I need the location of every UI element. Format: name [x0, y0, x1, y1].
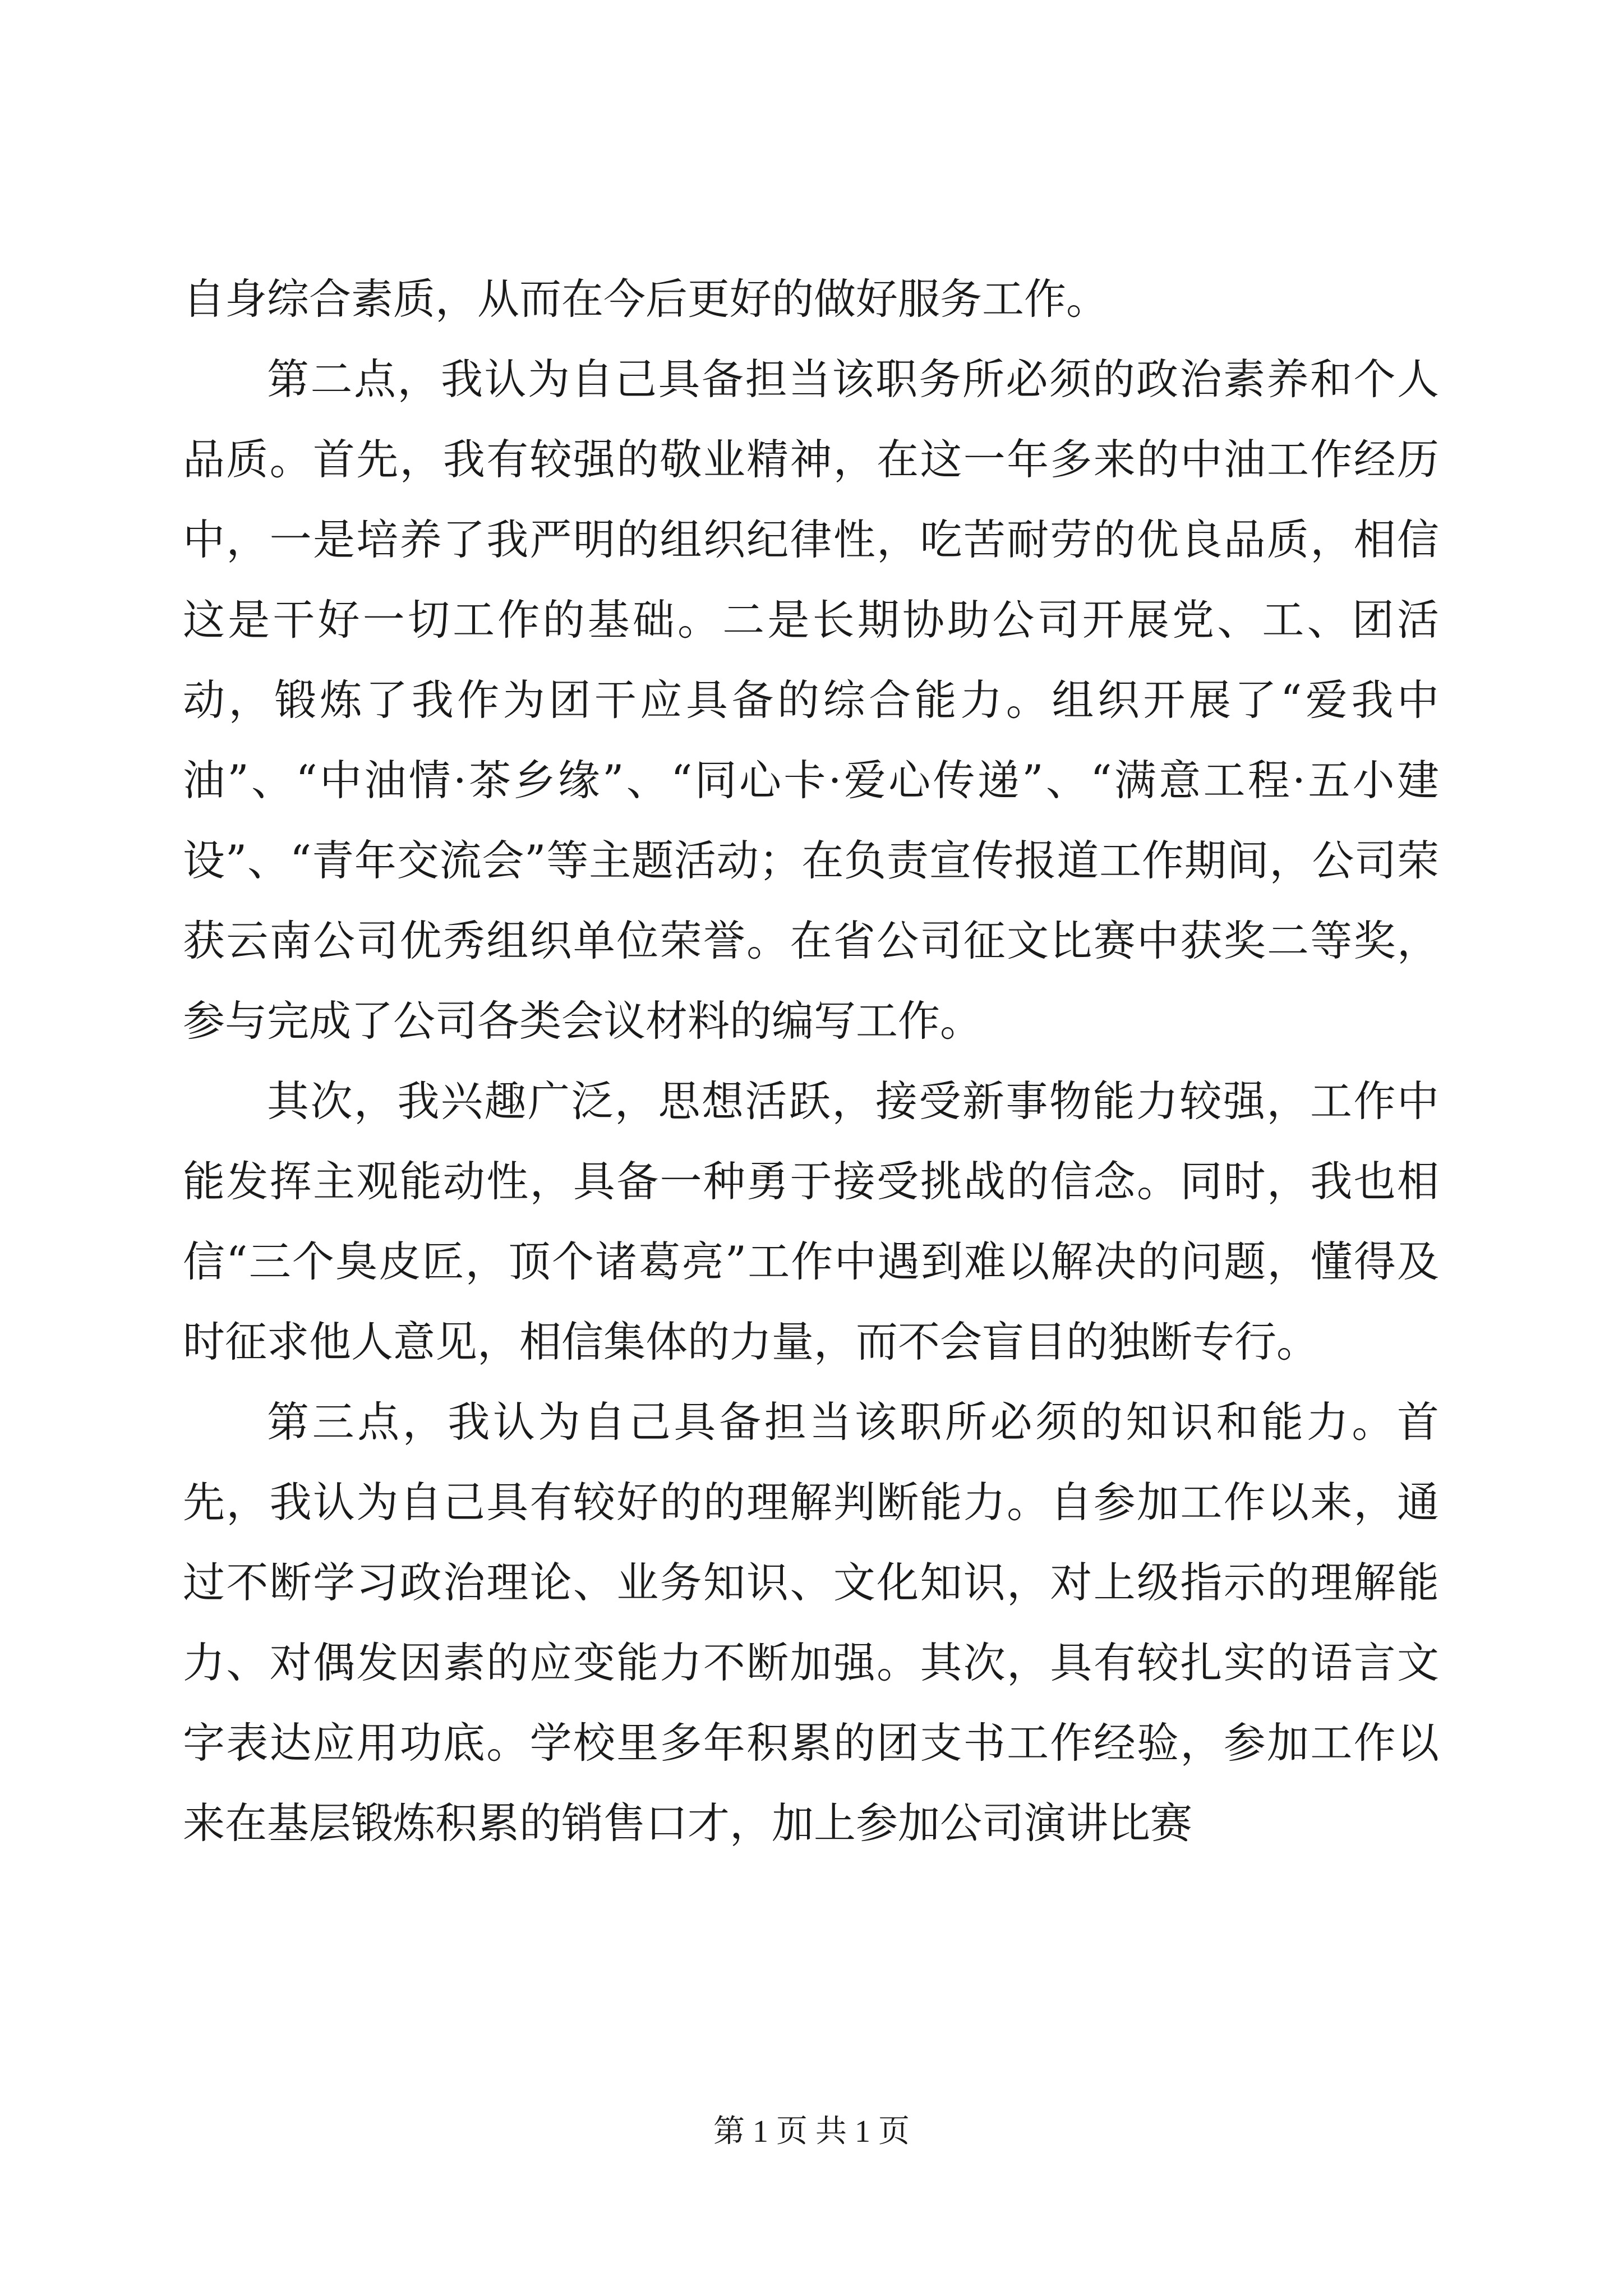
page-footer: 第 1 页 共 1 页 [713, 2114, 910, 2149]
document-body [183, 259, 1439, 1864]
paragraph-second-point: 第二点，我认为自己具备担当该职务所必须的政治素养和个人品质。首先，我有较强的敬业精神，在这一年多来的中油工作经历中，一是培养了我严明的组织纪律性，吃苦耐劳的优良品质，相信这是干好一切工作的基础。二是长期协助公司开展党、工、团活动，锻炼了我作为团干应具备的综合能力。组织开展了“爱我中油”、“中油情·茶乡缘”、“同心卡·爱心传递”、“满意工程·五小建设”、“青年交流会”等主题活动；在负责宣传报道工作期间，公司荣获云南公司优秀组织单位荣誉。在省公司征文比赛中获奖二等奖，参与完成了公司各类会议材料的编写工作。 [183, 355, 1439, 1046]
paragraph-third-point: 第三点，我认为自己具备担当该职所必须的知识和能力。首先，我认为自己具有较好的的理解判断能力。自参加工作以来，通过不断学习政治理论、业务知识、文化知识，对上级指示的理解能力、对偶发因素的应变能力不断加强。其次，具有较扎实的语言文字表达应用功底。学校里多年积累的团支书工作经验，参加工作以来在基层锻炼积累的销售口才，加上参加公司演讲比赛 [183, 1397, 1439, 1848]
paragraph-secondly: 其次，我兴趣广泛，思想活跃，接受新事物能力较强，工作中能发挥主观能动性，具备一种勇于接受挑战的信念。同时，我也相信“三个臭皮匠，顶个诸葛亮”工作中遇到难以解决的问题，懂得及时征求他人意见，相信集体的力量，而不会盲目的独断专行。 [183, 1076, 1439, 1366]
paragraph-continuation: 自身综合素质，从而在今后更好的做好服务工作。 [183, 274, 1109, 324]
